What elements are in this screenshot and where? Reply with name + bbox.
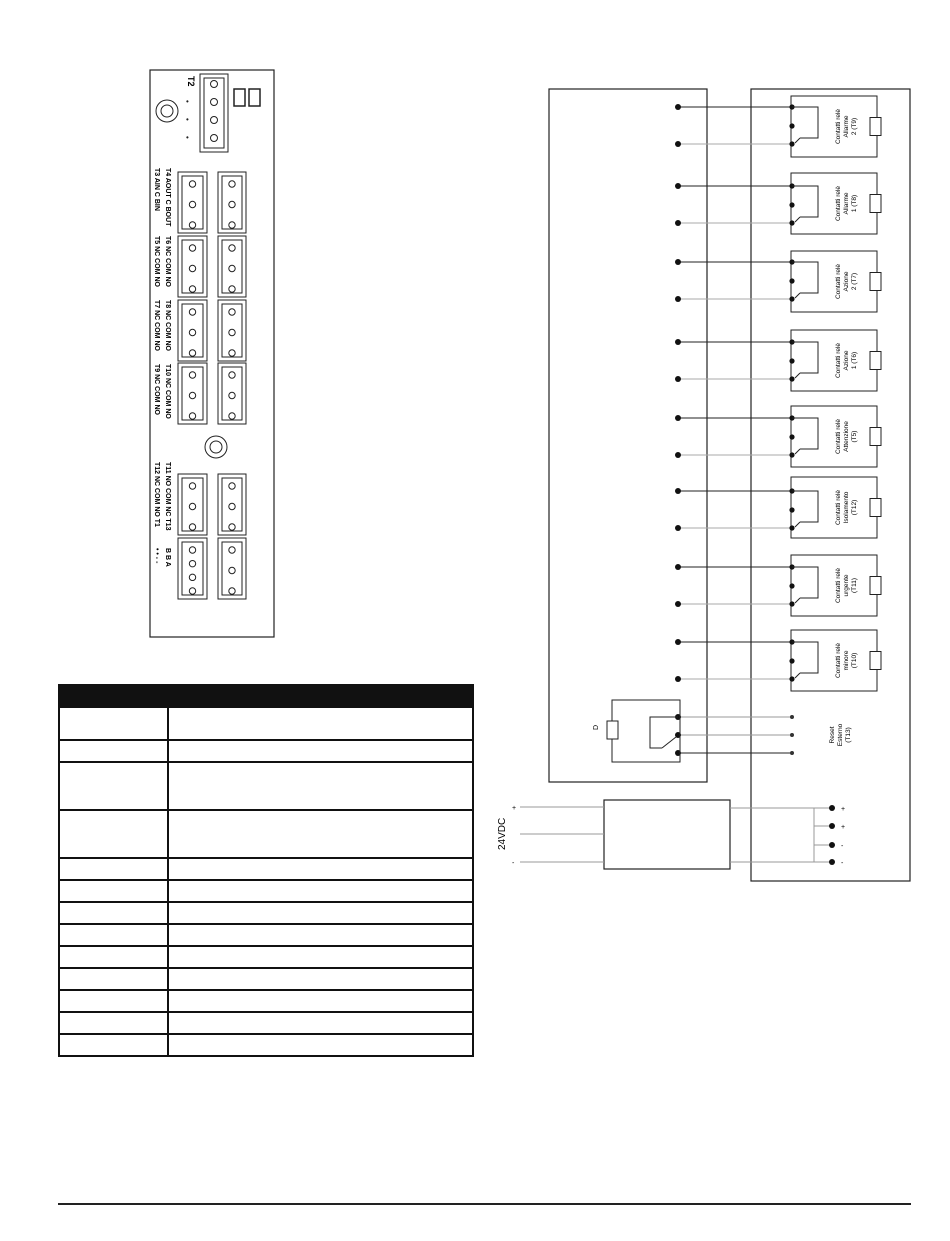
row-label-t8: T8 NC COM NO [164,300,171,351]
panel-left [549,89,707,782]
row-label-t5: T5 NC COM NO [153,236,160,287]
table-header-cell [168,685,473,707]
table-cell [59,1012,168,1034]
table-row [59,880,473,902]
svg-text:•: • [186,97,189,106]
relay-label: Contatti relèAzione1 (T6) [835,342,858,379]
table-cell [168,1012,473,1034]
relay-label: Contatti relèAllarme1 (T8) [835,185,858,222]
power-in-plus: + [512,805,517,812]
table-row [59,707,473,740]
relay-label: Contatti relèAllarme2 (T9) [835,108,858,145]
mounting-screw-icon [205,436,227,458]
table-cell [59,1034,168,1056]
table-cell [59,762,168,810]
relay-contact [675,630,881,691]
relay-label: Contatti relèAttenzione(T5) [835,418,858,455]
table-row [59,946,473,968]
table-cell [168,902,473,924]
terminal-block [218,300,246,361]
table-cell [59,880,168,902]
terminal-table [58,684,474,1057]
footer-rule [58,1203,911,1205]
relay-label: Contatti relèIsolamento(T12) [835,489,858,526]
reset-switch [607,700,680,762]
table-row [59,1034,473,1056]
row-label-t12: T12 NC COM NO T1 [153,462,160,527]
table-cell [168,762,473,810]
relay-contact [675,251,881,312]
svg-text:•: • [186,133,189,142]
table-row [59,740,473,762]
terminal-block [178,300,207,361]
row-label-b: B B A [164,548,171,567]
relay-contact [675,96,881,157]
table-cell [168,1034,473,1056]
table-row [59,858,473,880]
terminal-block [218,474,246,535]
row-label-t1: • • - - [153,548,160,564]
panel-right [751,89,910,881]
table-cell [168,707,473,740]
table-cell [168,924,473,946]
terminal-block [178,172,207,233]
table-header-cell [59,685,168,707]
wiring-diagram [497,89,910,881]
terminal-block [218,538,246,599]
row-label-t6: T6 NC COM NO [164,236,171,287]
svg-text:•: • [186,115,189,124]
terminal-block [218,363,246,424]
reset-label: ResetEsterno(T13) [829,723,852,747]
mounting-screw-icon [156,100,178,122]
table-cell [59,946,168,968]
table-row [59,902,473,924]
relay-label: Contatti relèminore(T10) [835,642,858,679]
table-cell [168,968,473,990]
table-cell [59,707,168,740]
relay-contact [675,555,881,616]
row-label-t9: T9 NC COM NO [153,364,160,415]
table-cell [168,810,473,858]
table-row [59,762,473,810]
table-cell [59,990,168,1012]
relay-contact [675,330,881,391]
power-in-minus: - [512,860,515,867]
row-label-t4: T4 AOUT C BOUT [164,168,171,227]
table-cell [59,924,168,946]
terminal-board [150,70,274,637]
power-out-3: - [841,843,844,850]
table-cell [168,880,473,902]
table-row [59,924,473,946]
relay-contact [675,406,881,467]
terminal-block [178,538,207,599]
row-label-t7: T7 NC COM NO [153,300,160,351]
terminal-block [178,363,207,424]
table-cell [168,858,473,880]
row-label-t3: T3 AIN C BIN [153,168,160,211]
label-t2: T2 [186,76,196,87]
table-cell [59,810,168,858]
terminal-block [178,236,207,297]
relay-contact [675,477,881,538]
table-row [59,1012,473,1034]
table-cell [168,990,473,1012]
row-label-t11: T11 NO COM NC T13 [164,462,171,531]
row-label-t10: T10 NC COM NO [164,364,171,419]
table-cell [168,740,473,762]
table-row [59,968,473,990]
table-cell [59,968,168,990]
table-cell [168,946,473,968]
switch-label: D [593,724,600,730]
table-header-row [59,685,473,707]
power-out-4: - [841,860,844,867]
table-cell [59,858,168,880]
terminal-block [218,236,246,297]
power-out-2: + [841,824,846,831]
terminal-block-t2 [200,74,228,152]
table-row [59,990,473,1012]
terminal-block [178,474,207,535]
table-cell [59,740,168,762]
power-label: 24VDC [497,817,508,850]
relay-label: Contatti relèAzione2 (T7) [835,263,858,300]
power-out-1: + [841,806,846,813]
power-supply [520,800,835,869]
terminal-block [218,172,246,233]
table-row [59,810,473,858]
relay-contact [675,173,881,234]
table-cell [59,902,168,924]
reset-contact [675,714,794,756]
relay-label: Contatti relèurgente(T11) [835,567,858,604]
